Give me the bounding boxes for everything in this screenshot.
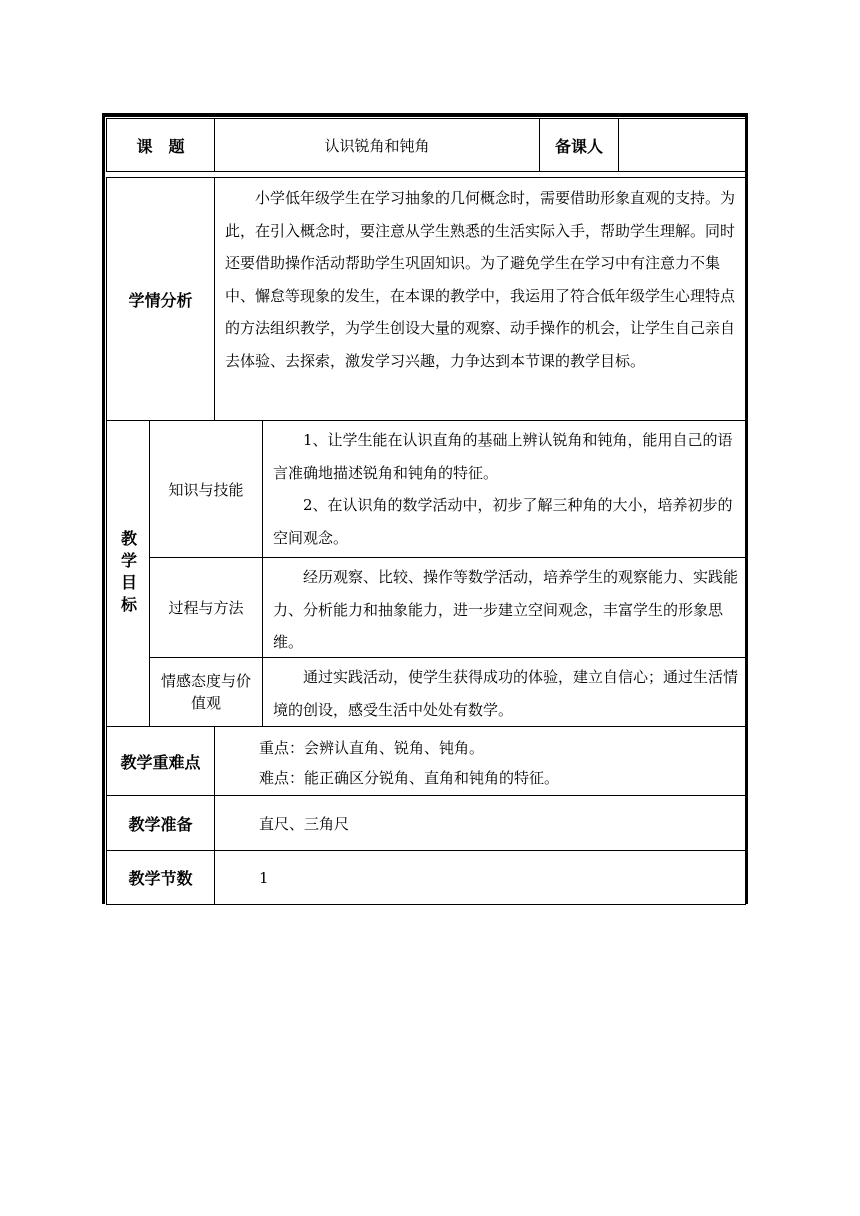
topic-label: 课 题 xyxy=(106,118,215,172)
goal-process-paragraph: 经历观察、比较、操作等数学活动，培养学生的观察能力、实践能力、分析能力和抽象能力，进一步建立空间观念，丰富学生的形象思维。 xyxy=(273,568,739,651)
goal-knowledge-paragraph-1: 1、让学生能在认识直角的基础上辨认锐角和钝角，能用自己的语言准确地描述锐角和钝角的特征。 xyxy=(273,431,733,482)
goal-knowledge-paragraph-2: 2、在认识角的数学活动中，初步了解三种角的大小，培养初步的空间观念。 xyxy=(273,496,733,547)
sessions-label: 教学节数 xyxy=(106,850,215,905)
topic-value: 认识锐角和钝角 xyxy=(214,118,540,172)
goal-knowledge-label: 知识与技能 xyxy=(149,420,263,558)
goal-knowledge-text xyxy=(262,420,746,558)
preparation-value: 直尺、三角尺 xyxy=(214,795,746,851)
sessions-value: 1 xyxy=(214,850,746,905)
goal-attitude-label: 情感态度与价值观 xyxy=(149,657,263,727)
goal-process-label: 过程与方法 xyxy=(149,557,263,658)
goal-process-text xyxy=(262,557,746,658)
keypoints-text xyxy=(214,726,746,796)
analysis-text-cell xyxy=(214,177,746,421)
goals-label xyxy=(106,420,150,727)
goals-label-text: 教学目标 xyxy=(118,529,138,618)
analysis-label: 学情分析 xyxy=(106,177,215,421)
preparer-value xyxy=(618,118,746,172)
preparer-label: 备课人 xyxy=(539,118,619,172)
goal-attitude-text xyxy=(262,657,746,727)
goal-attitude-paragraph: 通过实践活动，使学生获得成功的体验，建立自信心；通过生活情境的创设，感受生活中处处有数学。 xyxy=(273,668,739,719)
preparation-label: 教学准备 xyxy=(106,795,215,851)
analysis-text: 小学低年级学生在学习抽象的几何概念时，需要借助形象直观的支持。为此，在引入概念时，要注意从学生熟悉的生活实际入手，帮助学生理解。同时还要借助操作活动帮助学生巩固知识。为了避免学生在学习中有注意力不集中、懈怠等现象的发生，在本课的教学中，我运用了符合低年级学生心理特点的方法组织教学，为学生创设大量的观察、动手操作的机会，让学生自己亲自去体验、去探索，激发学习兴趣，力争达到本节课的教学目标。 xyxy=(225,189,736,370)
keypoints-difficulty: 难点：能正确区分锐角、直角和钝角的特征。 xyxy=(259,769,560,787)
keypoints-label: 教学重难点 xyxy=(106,726,215,796)
keypoints-focus: 重点：会辨认直角、锐角、钝角。 xyxy=(259,739,485,757)
